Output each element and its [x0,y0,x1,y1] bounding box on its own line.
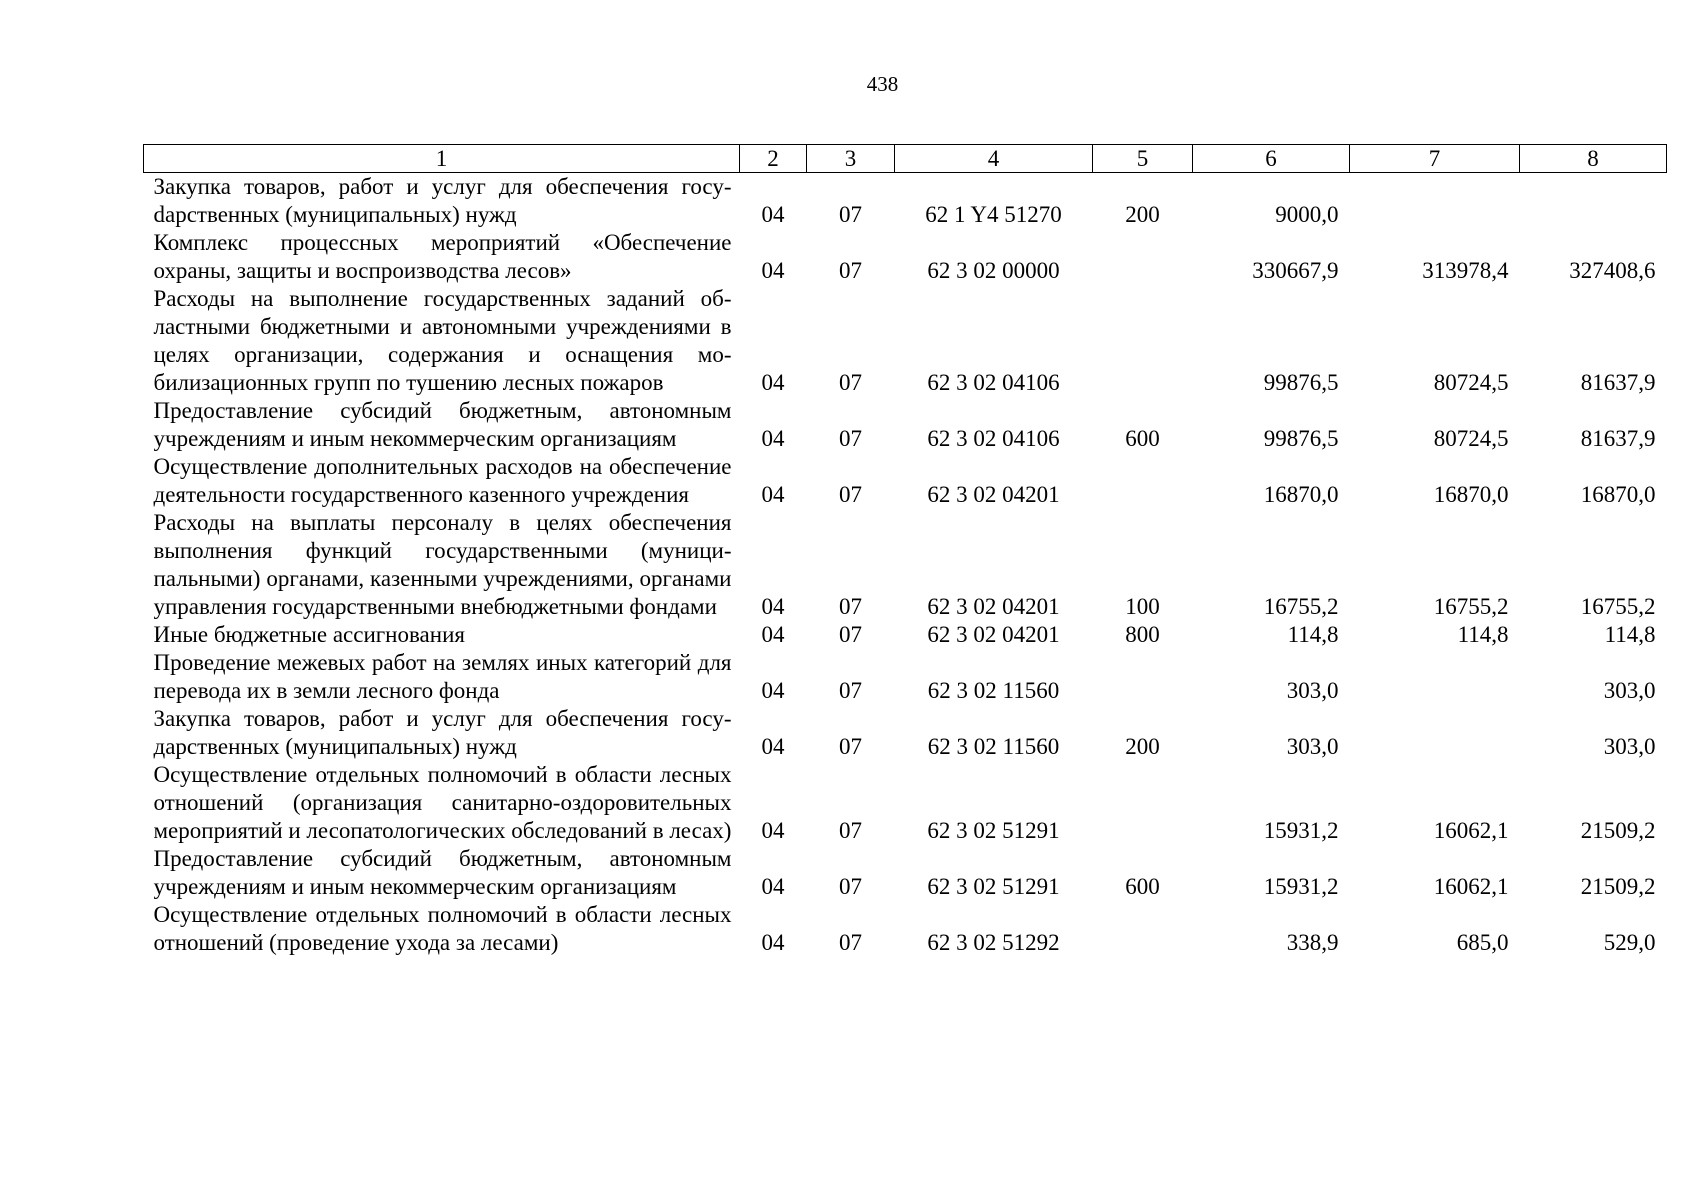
expense-item-name: Осуществление отдельных полномочий в области лесных отношений (проведение ухода за лесами) [153,902,732,955]
expense-type-code: 800 [1125,622,1160,647]
section-code: 04 [761,258,785,283]
amount-column-6: 338,9 [1286,930,1339,955]
column-header-6: 6 [1193,145,1350,173]
amount-column-8: 114,8 [1604,622,1656,647]
amount-column-8: 327408,6 [1569,258,1656,283]
table-row [144,285,1667,397]
table-row [144,649,1667,705]
target-article-code: 62 3 02 04201 [927,594,1060,619]
target-article-code: 62 3 02 51291 [927,818,1060,843]
amount-column-6: 15931,2 [1263,818,1339,843]
amount-column-6: 114,8 [1287,622,1339,647]
budget-table [143,144,1667,957]
subsection-code: 07 [839,678,862,703]
expense-item-name: Расходы на выполнение государственных заданий областными бюджетными и автономными учреждениями в целях организации, содержания и оснащения мобилизационных групп по тушению лесных пожаров [153,286,732,395]
target-article-code: 62 3 02 51291 [927,874,1060,899]
column-header-8: 8 [1520,145,1667,173]
table-header [144,145,1667,173]
section-code: 04 [761,874,785,899]
amount-column-7 [1350,705,1520,761]
amount-column-8: 81637,9 [1580,426,1656,451]
expense-item-name: Комплекс процессных мероприятий «Обеспечение охраны, защиты и воспроизводства лесов» [153,230,732,283]
amount-column-6: 9000,0 [1275,202,1339,227]
expense-item-name: Проведение межевых работ на землях иных категорий для перевода их в земли лесного фонда [153,650,732,703]
amount-column-7: 16062,1 [1433,818,1509,843]
target-article-code: 62 3 02 04106 [927,426,1060,451]
column-header-4: 4 [895,145,1093,173]
section-code: 04 [761,202,785,227]
table-row [144,509,1667,621]
expense-type-code [1093,761,1193,845]
table-row [144,705,1667,761]
subsection-code: 07 [839,622,862,647]
amount-column-7: 16062,1 [1433,874,1509,899]
expense-item-name: Осуществление дополнительных расходов на обеспечение деятельности государственного казенного учреждения [153,454,732,507]
amount-column-6: 99876,5 [1263,370,1339,395]
amount-column-7 [1350,173,1520,230]
amount-column-8: 21509,2 [1580,818,1656,843]
subsection-code: 07 [839,874,862,899]
section-code: 04 [761,482,785,507]
target-article-code: 62 3 02 11560 [927,678,1060,703]
table-row [144,845,1667,901]
amount-column-6: 303,0 [1286,678,1339,703]
target-article-code: 62 3 02 04201 [927,622,1060,647]
amount-column-7: 313978,4 [1422,258,1509,283]
target-article-code: 62 3 02 11560 [927,734,1060,759]
table-row [144,173,1667,230]
expense-type-code: 200 [1125,734,1160,759]
column-header-2: 2 [740,145,807,173]
amount-column-7: 16755,2 [1433,594,1509,619]
amount-column-6: 99876,5 [1263,426,1339,451]
header-row [144,145,1667,173]
table-row [144,621,1667,649]
subsection-code: 07 [839,482,862,507]
expense-type-code: 100 [1125,594,1160,619]
expense-type-code [1093,901,1193,957]
expense-type-code [1093,229,1193,285]
expense-item-name: Расходы на выплаты персоналу в целях обеспечения выполнения функций государственными (муниципальными) органами, казенными учреждениями, органами управления государственными внебюджетными фондами [153,510,732,619]
amount-column-8: 81637,9 [1580,370,1656,395]
target-article-code: 62 3 02 04201 [927,482,1060,507]
column-header-7: 7 [1350,145,1520,173]
amount-column-7: 685,0 [1456,930,1509,955]
table-row [144,761,1667,845]
expense-item-name: Иные бюджетные ассигнования [153,622,465,647]
expense-item-name: Закупка товаров, работ и услуг для обеспечения государственных (муниципальных) нужд [153,706,732,759]
amount-column-7: 16870,0 [1433,482,1509,507]
table-body [144,173,1667,958]
amount-column-8 [1520,173,1667,230]
target-article-code: 62 1 Y4 51270 [925,202,1062,227]
subsection-code: 07 [839,258,862,283]
expense-item-name: Закупка товаров, работ и услуг для обеспечения госуdарственных (муниципальных) нужд [153,174,732,227]
column-header-1: 1 [144,145,740,173]
section-code: 04 [761,734,785,759]
subsection-code: 07 [839,202,862,227]
target-article-code: 62 3 02 51292 [927,930,1060,955]
subsection-code: 07 [839,930,862,955]
section-code: 04 [761,594,785,619]
amount-column-7 [1350,649,1520,705]
column-header-5: 5 [1093,145,1193,173]
amount-column-8: 16870,0 [1580,482,1656,507]
amount-column-7: 80724,5 [1433,370,1509,395]
amount-column-7: 114,8 [1457,622,1509,647]
target-article-code: 62 3 02 00000 [927,258,1060,283]
expense-type-code: 600 [1125,874,1160,899]
section-code: 04 [761,370,785,395]
section-code: 04 [761,930,785,955]
subsection-code: 07 [839,594,862,619]
amount-column-8: 16755,2 [1580,594,1656,619]
amount-column-6: 330667,9 [1252,258,1339,283]
expense-type-code [1093,285,1193,397]
subsection-code: 07 [839,370,862,395]
amount-column-8: 303,0 [1603,734,1656,759]
section-code: 04 [761,622,785,647]
amount-column-6: 16755,2 [1263,594,1339,619]
amount-column-8: 529,0 [1603,930,1656,955]
table-row [144,453,1667,509]
subsection-code: 07 [839,426,862,451]
expense-item-name: Осуществление отдельных полномочий в области лесных отношений (организация санитарно-оздоровительных мероприятий и лесопатологических обследований в лесах) [153,762,732,843]
page-number: 438 [866,72,899,96]
section-code: 04 [761,818,785,843]
expense-type-code: 200 [1125,202,1160,227]
amount-column-6: 16870,0 [1263,482,1339,507]
section-code: 04 [761,678,785,703]
table-row [144,397,1667,453]
amount-column-6: 15931,2 [1263,874,1339,899]
section-code: 04 [761,426,785,451]
table-row [144,229,1667,285]
column-header-3: 3 [807,145,895,173]
expense-item-name: Предоставление субсидий бюджетным, автономным учреждениям и иным некоммерческим организациям [153,398,732,451]
amount-column-8: 303,0 [1603,678,1656,703]
amount-column-8: 21509,2 [1580,874,1656,899]
amount-column-6: 303,0 [1286,734,1339,759]
subsection-code: 07 [839,734,862,759]
expense-type-code [1093,453,1193,509]
expense-item-name: Предоставление субсидий бюджетным, автономным учреждениям и иным некоммерческим организациям [153,846,732,899]
amount-column-7: 80724,5 [1433,426,1509,451]
expense-type-code [1093,649,1193,705]
subsection-code: 07 [839,818,862,843]
expense-type-code: 600 [1125,426,1160,451]
table-row [144,901,1667,957]
target-article-code: 62 3 02 04106 [927,370,1060,395]
